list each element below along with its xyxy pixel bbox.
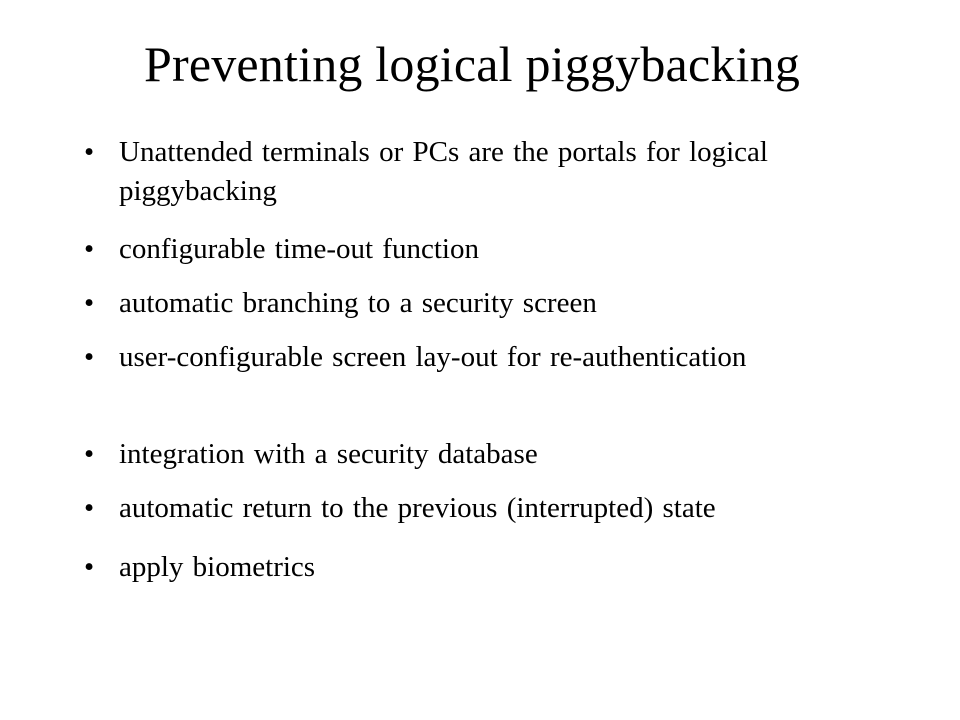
bullet-text: automatic branching to a security screen [119,287,597,319]
bullet-item [84,338,884,377]
bullet-point-icon: • [84,492,95,524]
bullet-text: automatic return to the previous (interrupted) state [119,492,716,524]
bullet-item [84,230,884,269]
bullet-item [84,284,884,323]
bullet-point-icon: • [84,341,95,373]
bullet-text: integration with a security database [119,438,538,470]
bullet-text: Unattended terminals or PCs are the portals for logical piggybacking [119,136,768,207]
bullet-item [84,489,884,528]
slide-title: Preventing logical piggybacking [143,36,801,92]
bullet-item [84,435,884,474]
bullet-point-icon: • [84,438,95,470]
bullet-text: configurable time-out function [119,233,479,265]
bullet-point-icon: • [84,136,95,168]
bullet-item [84,548,884,587]
bullet-item [84,133,884,211]
bullet-point-icon: • [84,287,95,319]
bullet-text: apply biometrics [119,551,316,583]
bullet-text: user-configurable screen lay-out for re-authentication [119,341,747,373]
bullet-point-icon: • [84,551,95,583]
bullet-point-icon: • [84,233,95,265]
